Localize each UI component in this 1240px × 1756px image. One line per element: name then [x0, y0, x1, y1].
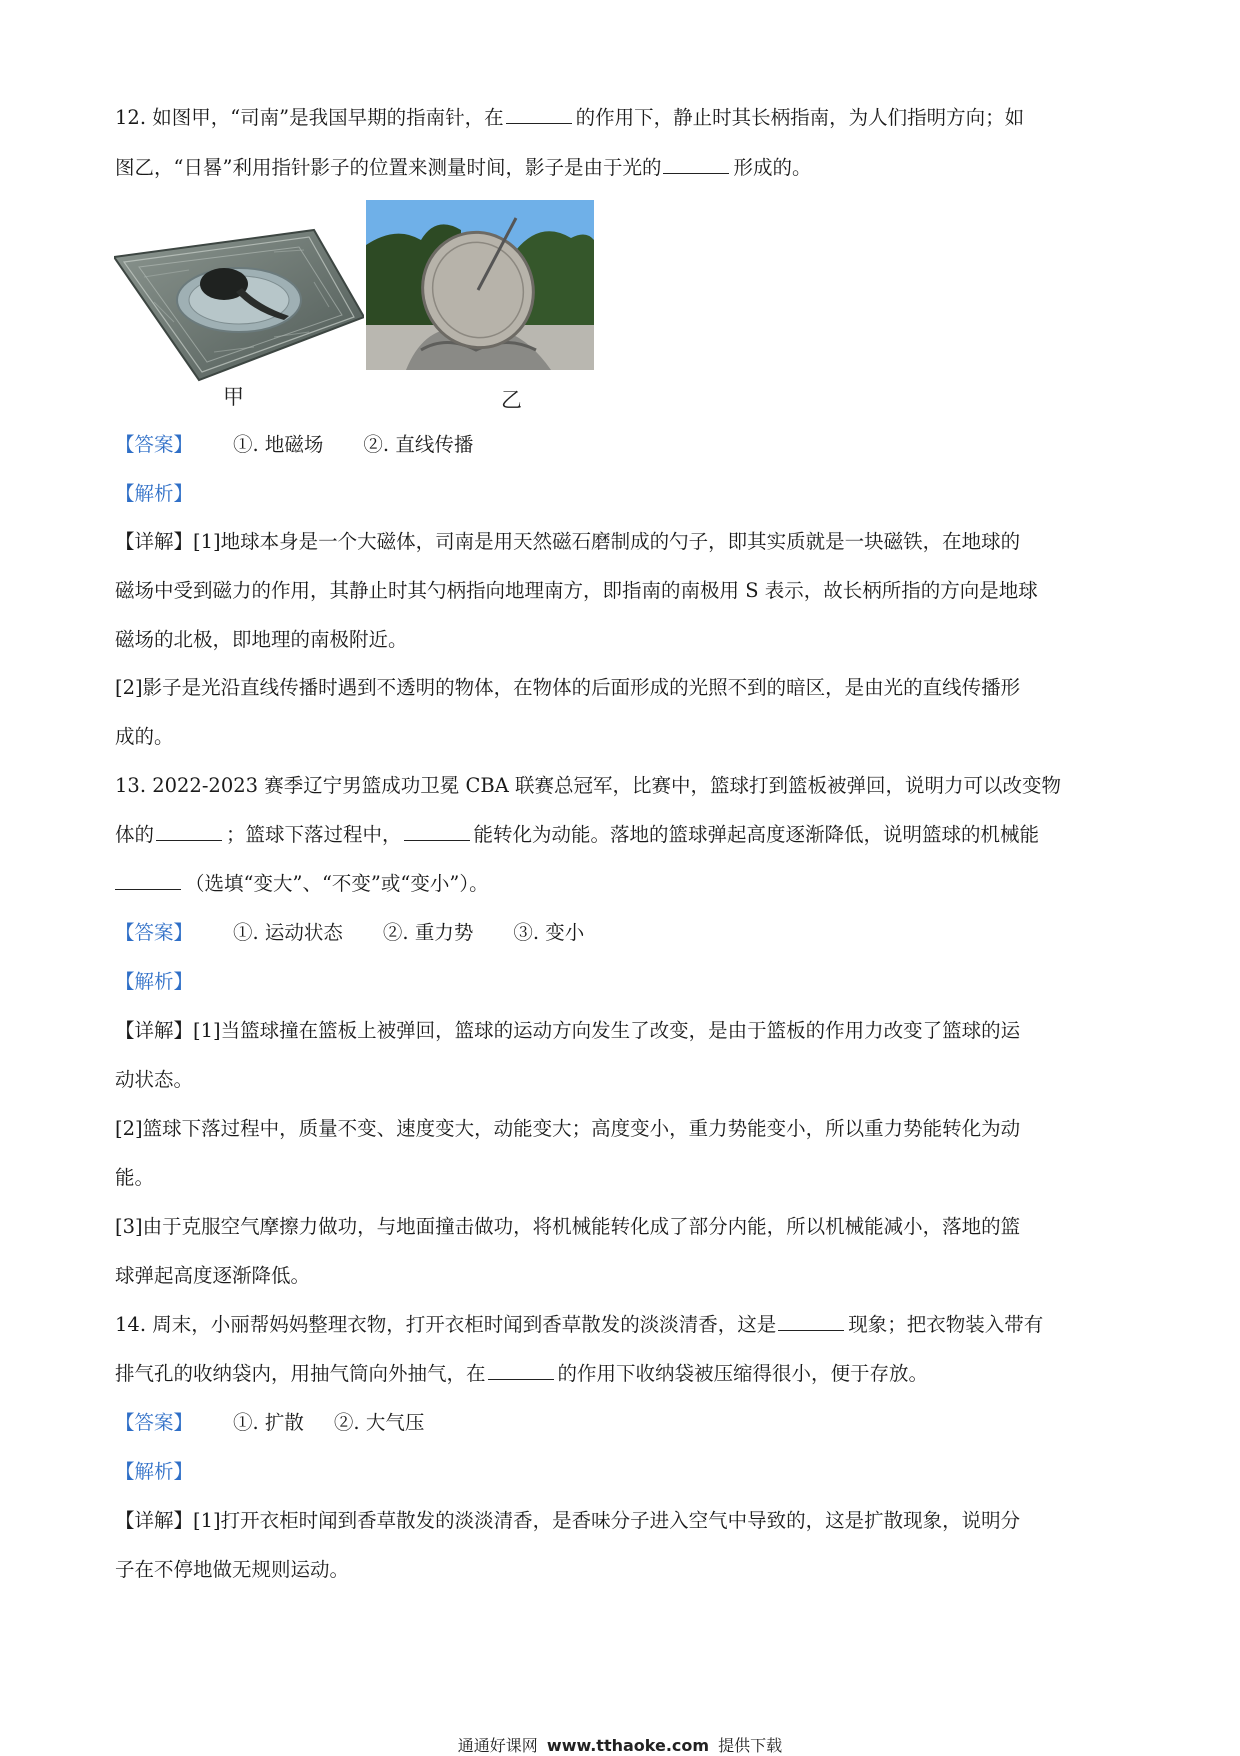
- sundial-figure: [366, 200, 594, 370]
- page-footer: [0, 1733, 1240, 1756]
- q13-stem-line-3: （选填“变大”、“不变”或“变小”）。: [115, 869, 489, 899]
- answer-tag: 【答案】: [115, 433, 194, 456]
- fill-blank[interactable]: [156, 820, 222, 841]
- footer-url-link[interactable]: www.tthaoke.com: [546, 1736, 710, 1755]
- q14-stem-line-2: 排气孔的收纳袋内，用抽气筒向外抽气，在 的作用下收纳袋被压缩得很小，便于存放。: [115, 1359, 928, 1389]
- q12-stem-line-1: 12. 如图甲，“司南”是我国早期的指南针，在 的作用下，静止时其长柄指南，为人们指明方向；如: [115, 103, 1024, 133]
- q13-stem-line-2: 体的 ；篮球下落过程中， 能转化为动能。落地的篮球弹起高度逐渐降低，说明篮球的机械能: [115, 820, 1039, 850]
- q13-detail-1-cont: 动状态。: [115, 1068, 194, 1091]
- fill-blank[interactable]: [506, 103, 572, 124]
- q14-detail-1: 【详解】[1]打开衣柜时闻到香草散发的淡淡清香，是香味分子进入空气中导致的，这是扩散现象，说明分: [115, 1509, 1021, 1532]
- q13-analysis-tag: 【解析】: [115, 970, 194, 993]
- q13-detail-3: [3]由于克服空气摩擦力做功，与地面撞击做功，将机械能转化成了部分内能，所以机械能减小，落地的篮: [115, 1215, 1021, 1238]
- fill-blank[interactable]: [115, 869, 181, 890]
- q13-answer: 【答案】 ①. 运动状态 ②. 重力势 ③. 变小: [115, 921, 585, 944]
- q13-stem-line-1: 13. 2022-2023 赛季辽宁男篮成功卫冕 CBA 联赛总冠军，比赛中，篮球打到篮板被弹回，说明力可以改变物: [115, 774, 1061, 797]
- answer-tag: 【答案】: [115, 1411, 194, 1434]
- q12-detail-2-cont: 成的。: [115, 725, 174, 748]
- q14-stem-line-1: 14. 周末，小丽帮妈妈整理衣物，打开衣柜时闻到香草散发的淡淡清香，这是 现象；把衣物装入带有: [115, 1310, 1043, 1340]
- footer-suffix: 提供下载: [718, 1736, 783, 1755]
- q12-detail-2: [2]影子是光沿直线传播时遇到不透明的物体，在物体的后面形成的光照不到的暗区，是由光的直线传播形: [115, 676, 1021, 699]
- q12-stem-line-2: 图乙，“日晷”利用指针影子的位置来测量时间，影子是由于光的 形成的。: [115, 153, 811, 183]
- footer-site: 通通好课网: [457, 1736, 538, 1755]
- q13-detail-1: 【详解】[1]当篮球撞在篮板上被弹回，篮球的运动方向发生了改变，是由于篮板的作用力改变了篮球的运: [115, 1019, 1021, 1042]
- q13-detail-2: [2]篮球下落过程中，质量不变、速度变大，动能变大；高度变小，重力势能变小，所以重力势能转化为动: [115, 1117, 1021, 1140]
- fill-blank[interactable]: [663, 153, 729, 174]
- q14-analysis-tag: 【解析】: [115, 1460, 194, 1483]
- q12-answer: 【答案】 ①. 地磁场 ②. 直线传播: [115, 433, 474, 456]
- q12-detail-1-cont: 磁场中受到磁力的作用，其静止时其勺柄指向地理南方，即指南的南极用 S 表示，故长柄所指的方向是地球: [115, 579, 1038, 602]
- sinan-compass-figure: [114, 222, 364, 382]
- figure-caption-yi: 乙: [501, 388, 522, 412]
- q12-detail-1: 【详解】[1]地球本身是一个大磁体，司南是用天然磁石磨制成的勺子，即其实质就是一块磁铁，在地球的: [115, 530, 1021, 553]
- fill-blank[interactable]: [488, 1359, 554, 1380]
- answer-tag: 【答案】: [115, 921, 194, 944]
- q14-answer: 【答案】 ①. 扩散 ②. 大气压: [115, 1411, 425, 1434]
- fill-blank[interactable]: [778, 1310, 844, 1331]
- q13-detail-3-cont: 球弹起高度逐渐降低。: [115, 1264, 311, 1287]
- q14-detail-1-cont: 子在不停地做无规则运动。: [115, 1558, 350, 1581]
- fill-blank[interactable]: [404, 820, 470, 841]
- q12-detail-1-cont: 磁场的北极，即地理的南极附近。: [115, 628, 408, 651]
- figure-caption-jia: 甲: [223, 385, 244, 409]
- q12-analysis-tag: 【解析】: [115, 482, 194, 505]
- q13-detail-2-cont: 能。: [115, 1166, 155, 1189]
